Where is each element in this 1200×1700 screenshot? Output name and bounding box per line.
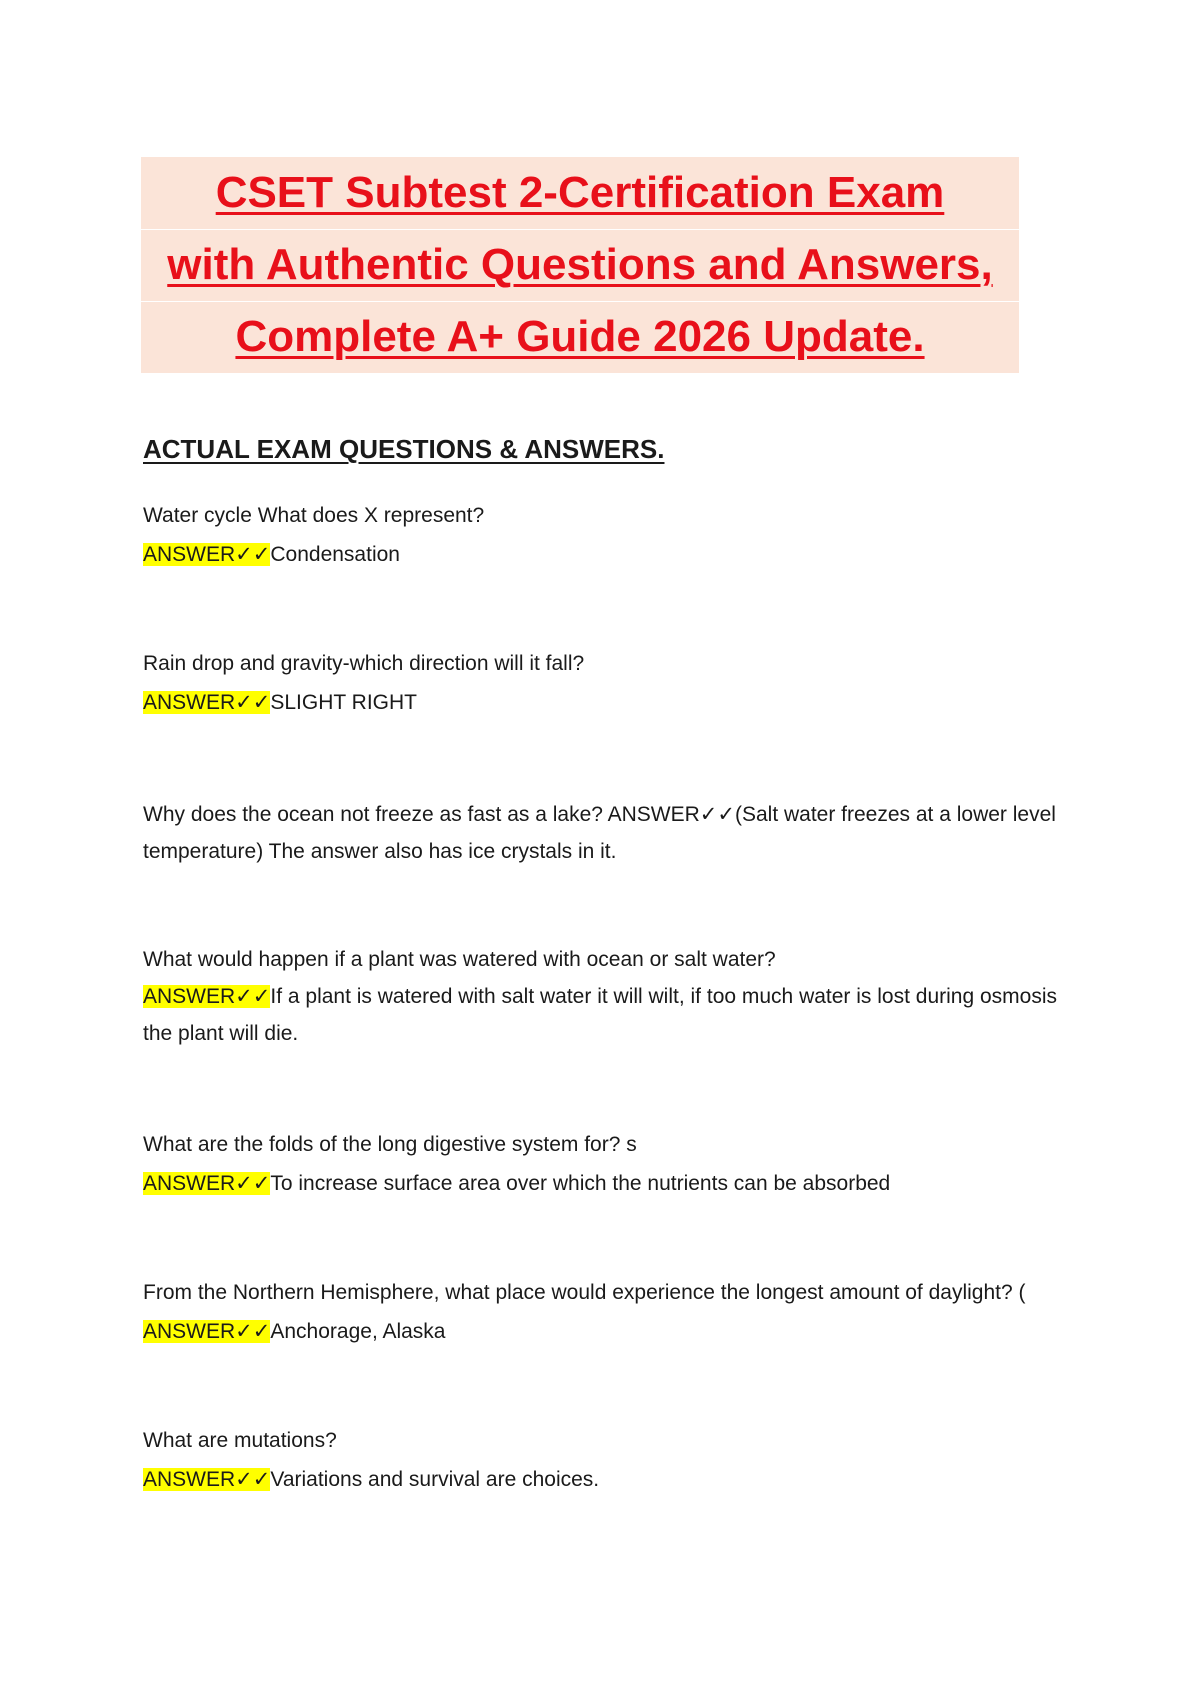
- answer-line: [143, 1312, 1073, 1351]
- answer-label: ANSWER✓✓: [143, 1172, 271, 1195]
- qa-item-2: [143, 644, 1073, 722]
- answer-text: Variations and survival are choices.: [270, 1468, 600, 1491]
- question-text: What are mutations?: [143, 1429, 337, 1452]
- qa-item-3: [143, 796, 1073, 870]
- title-line-2: with Authentic Questions and Answers,: [141, 229, 1019, 302]
- answer-text: To increase surface area over which the nutrients can be absorbed: [270, 1172, 891, 1195]
- answer-label: ANSWER✓✓: [143, 543, 271, 566]
- answer-line: [143, 1460, 1073, 1499]
- answer-label: ANSWER✓✓: [143, 1320, 271, 1343]
- answer-line: [143, 683, 1073, 722]
- section-heading: ACTUAL EXAM QUESTIONS & ANSWERS.: [143, 434, 665, 464]
- title-line-1: CSET Subtest 2-Certification Exam: [141, 157, 1019, 230]
- question-text: Rain drop and gravity-which direction will it fall?: [143, 652, 585, 675]
- answer-text: SLIGHT RIGHT: [270, 691, 418, 714]
- answer-line: [143, 1164, 1073, 1203]
- question-text: What are the folds of the long digestive system for? s: [143, 1133, 637, 1156]
- answer-text: Condensation: [270, 543, 400, 566]
- answer-line: [143, 978, 1073, 1052]
- question-text: Why does the ocean not freeze as fast as a lake? ANSWER✓✓(Salt water freezes at a lower level temperature) The answer also has ice crystals in it.: [143, 803, 1056, 863]
- answer-line: [143, 535, 1073, 574]
- answer-label: ANSWER✓✓: [143, 691, 271, 714]
- answer-label: ANSWER✓✓: [143, 1468, 271, 1491]
- question-text: What would happen if a plant was watered with ocean or salt water?: [143, 948, 776, 971]
- answer-text: If a plant is watered with salt water it will wilt, if too much water is lost during osmosis the plant will die.: [143, 985, 1057, 1045]
- title-banner: [141, 157, 1019, 373]
- qa-item-1: [143, 496, 1073, 574]
- qa-item-4: [143, 941, 1073, 1052]
- answer-text: Anchorage, Alaska: [270, 1320, 446, 1343]
- qa-item-6: [143, 1273, 1073, 1351]
- question-text: Water cycle What does X represent?: [143, 504, 485, 527]
- qa-item-5: [143, 1125, 1073, 1203]
- question-text: From the Northern Hemisphere, what place would experience the longest amount of daylight? (: [143, 1281, 1026, 1304]
- answer-label: ANSWER✓✓: [143, 985, 271, 1008]
- qa-item-7: [143, 1421, 1073, 1499]
- title-line-3: Complete A+ Guide 2026 Update.: [235, 312, 925, 361]
